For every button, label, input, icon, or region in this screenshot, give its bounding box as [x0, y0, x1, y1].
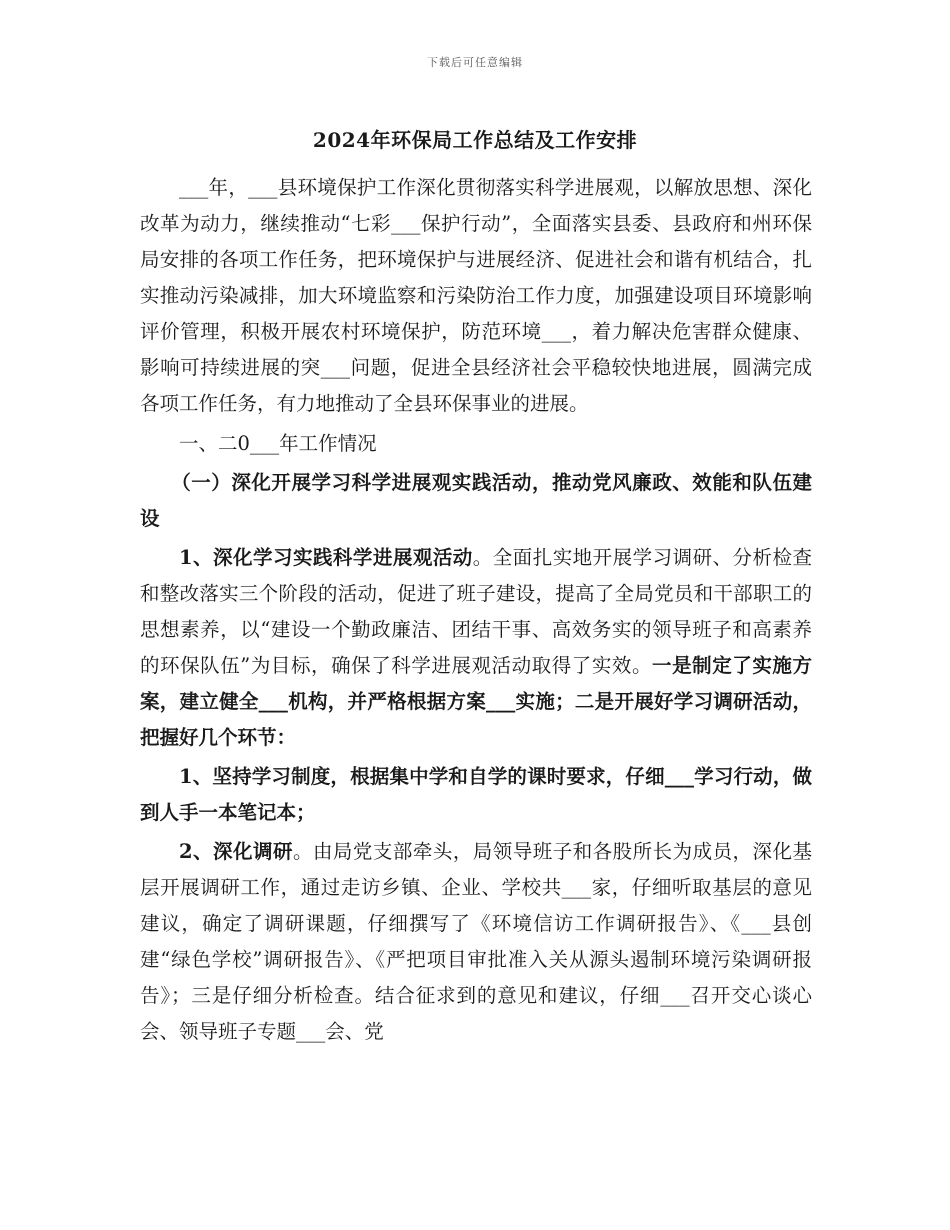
item-1-paragraph — [140, 540, 812, 756]
point-1-paragraph: 1、坚持学习制度，根据集中学和自学的课时要求，仔细___学习行动，做到人手一本笔记本； — [140, 765, 812, 824]
item-1-bold-tail: 一是制定了实施方案，建立健全___机构，并严格根据方案___实施；二是开展好学习调研活动，把握好几个环节： — [140, 654, 812, 749]
point-2-paragraph — [140, 834, 812, 1050]
document-body — [140, 170, 812, 1050]
download-note: 下载后可任意编辑 — [427, 56, 523, 69]
intro-paragraph: ___年，___县环境保护工作深化贯彻落实科学进展观，以解放思想、深化改革为动力，继续推动“七彩___保护行动”，全面落实县委、县政府和州环保局安排的各项工作任务，把环境保护与进展经济、促进社会和谐有机结合，扎实推动污染减排，加大环境监察和污染防治工作力度，加强建设项目环境影响评价管理，积极开展农村环境保护，防范环境___，着力解决危害群众健康、影响可持续进展的突___问题，促进全县经济社会平稳较快地进展，圆满完成各项工作任务，有力地推动了全县环保事业的进展。 — [140, 176, 812, 415]
subsection-heading: （一）深化开展学习科学进展观实践活动，推动党风廉政、效能和队伍建设 — [140, 471, 812, 530]
section-heading: 一、二0___年工作情况 — [179, 432, 377, 455]
item-1-lead: 1、深化学习实践科学进展观活动 — [179, 546, 473, 569]
point-2-text: 。由局党支部牵头，局领导班子和各股所长为成员，深化基层开展调研工作，通过走访乡镇、企业、学校共___家，仔细听取基层的意见建议，确定了调研课题，仔细撰写了《环境信访工作调研报告》、《___县创建“绿色学校”调研报告》、《严把项目审批准入关从源头遏制环境污染调研报告》；三是仔细分析检查。结合征求到的意见和建议，仔细___召开交心谈心会、领导班子专题___会、党 — [140, 840, 812, 1043]
item-1-text: 。全面扎实地开展学习调研、分析检查和整改落实三个阶段的活动，促进了班子建设，提高了全局党员和干部职工的思想素养，以“建设一个勤政廉洁、团结干事、高效务实的领导班子和高素养的环保队伍”为目标，确保了科学进展观活动取得了实效。 — [140, 546, 812, 677]
document-title: 2024年环保局工作总结及工作安排 — [312, 128, 638, 152]
point-2-lead: 2、深化调研 — [179, 840, 293, 863]
